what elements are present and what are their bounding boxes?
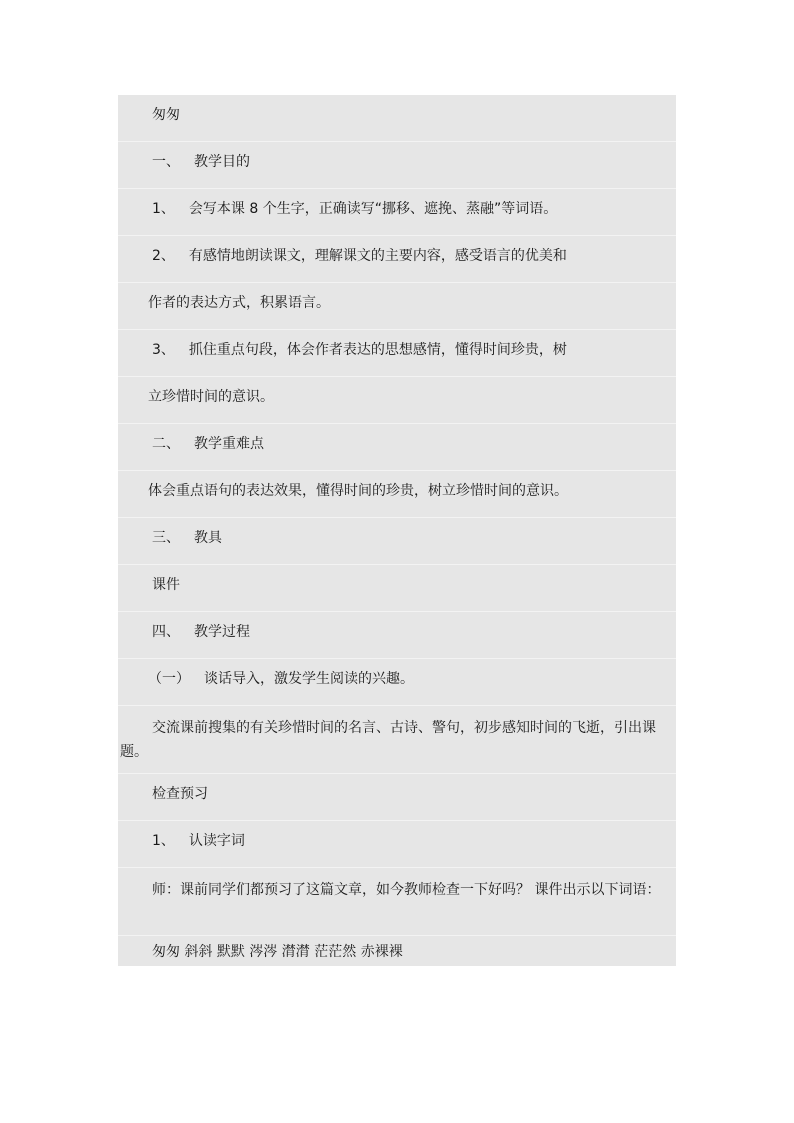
line-text: 有感情地朗读课文，理解课文的主要内容，感受语言的优美和 — [188, 248, 567, 264]
paragraph — [118, 868, 676, 936]
paragraph — [118, 565, 676, 612]
subsection-heading — [118, 659, 676, 706]
line-text: 会写本课 8 个生字，正确读写“挪移、遮挽、蒸融”等词语。 — [188, 201, 558, 217]
line-text: 体会重点语句的表达效果，懂得时间的珍贵，树立珍惜时间的意识。 — [148, 483, 568, 499]
list-item — [118, 821, 676, 868]
subsection-number: （一） — [148, 671, 190, 687]
line-text: 匆匆 — [152, 107, 180, 123]
line-text: 认读字词 — [188, 833, 245, 849]
section-heading — [118, 424, 676, 471]
line-text: 教具 — [194, 530, 222, 546]
list-item-continuation — [118, 377, 676, 424]
section-number: 三、 — [152, 530, 180, 546]
section-number: 四、 — [152, 624, 180, 640]
line-text: 教学过程 — [194, 624, 250, 640]
paragraph — [118, 471, 676, 518]
list-item — [118, 330, 676, 377]
item-number: 3、 — [152, 342, 175, 358]
line-text: 匆匆 斜斜 默默 涔涔 潸潸 茫茫然 赤裸裸 — [152, 944, 403, 960]
section-number: 一、 — [152, 154, 180, 170]
item-number: 2、 — [152, 248, 175, 264]
line-text: 立珍惜时间的意识。 — [148, 389, 274, 405]
line-text: 教学重难点 — [194, 436, 264, 452]
section-heading — [118, 612, 676, 659]
section-heading — [118, 142, 676, 189]
line-text: 检查预习 — [152, 786, 208, 802]
item-number: 1、 — [152, 833, 175, 849]
list-item-continuation — [118, 283, 676, 330]
list-item — [118, 189, 676, 236]
word-list — [118, 936, 676, 966]
list-item — [118, 236, 676, 283]
line-text: 教学目的 — [194, 154, 250, 170]
paragraph — [118, 706, 676, 774]
section-heading — [118, 518, 676, 565]
document-title — [118, 95, 676, 142]
paragraph — [118, 774, 676, 821]
line-text: 抓住重点句段，体会作者表达的思想感情，懂得时间珍贵，树 — [188, 342, 567, 358]
document-body — [118, 95, 676, 966]
line-text: 课件 — [152, 577, 180, 593]
line-text: 谈话导入，激发学生阅读的兴趣。 — [204, 671, 414, 687]
line-text: 作者的表达方式，积累语言。 — [148, 295, 330, 311]
section-number: 二、 — [152, 436, 180, 452]
line-text: 交流课前搜集的有关珍惜时间的名言、古诗、警句，初步感知时间的飞逝，引出课题。 — [120, 720, 656, 760]
line-text: 师：课前同学们都预习了这篇文章，如今教师检查一下好吗？ 课件出示以下词语： — [152, 882, 661, 898]
item-number: 1、 — [152, 201, 175, 217]
